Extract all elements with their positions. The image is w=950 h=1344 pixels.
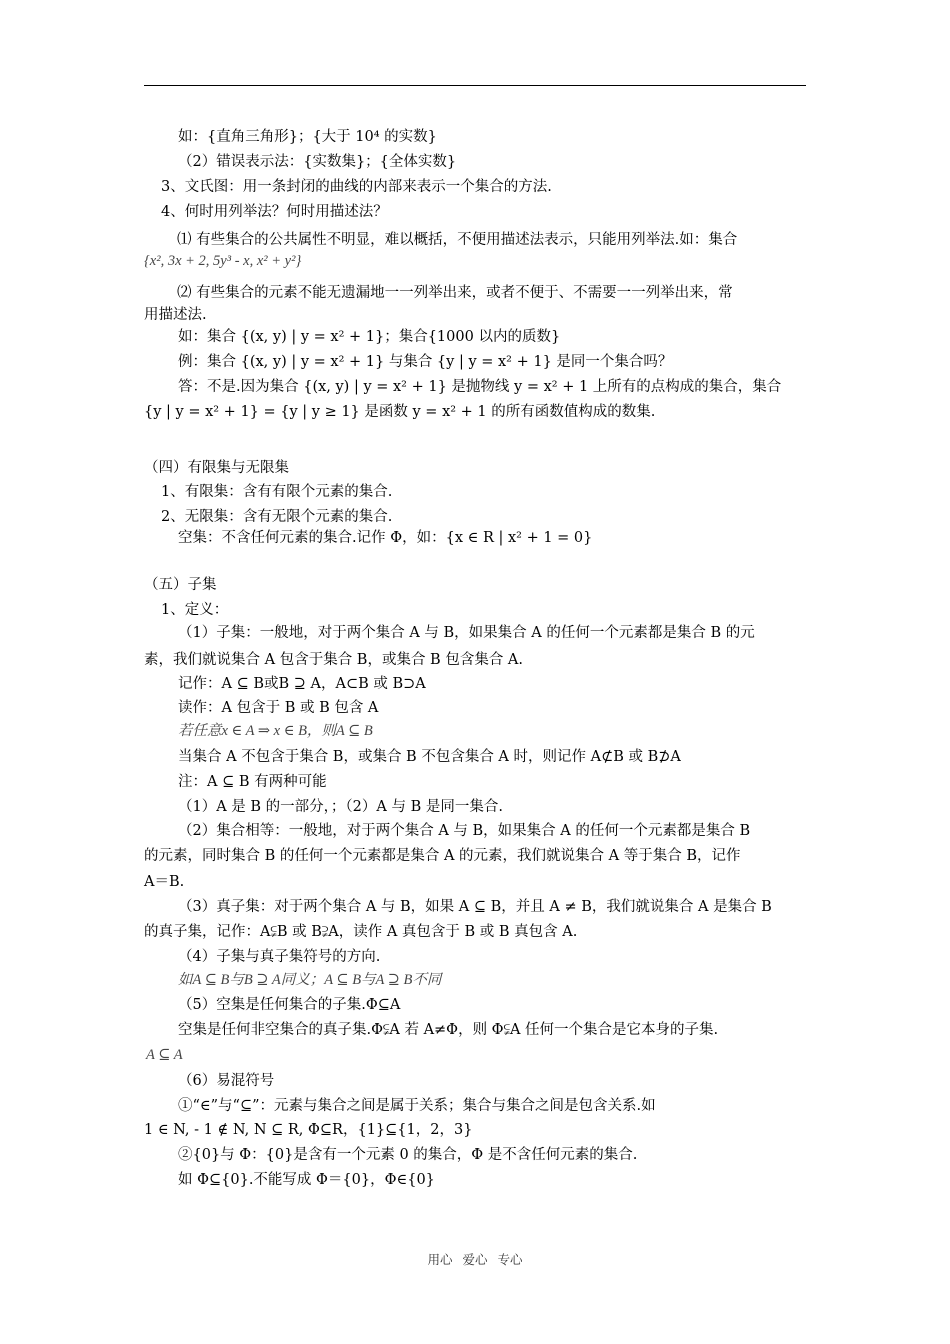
math-line-6: {x², 3x + 2, 5y³ - x, x² + y²} xyxy=(144,253,302,269)
text-line-41: 如 Φ⊆{0}.不能写成 Φ＝{0}，Φ∈{0} xyxy=(178,1172,435,1188)
text-line-1: 如：{直角三角形}；{大于 10⁴ 的实数} xyxy=(178,129,437,145)
text-line-16: 空集：不含任何元素的集合.记作 Φ，如：{x ∈ R | x² + 1 = 0} xyxy=(178,530,593,546)
text-line-3: 3、文氏图：用一条封闭的曲线的内部来表示一个集合的方法. xyxy=(161,179,552,195)
text-line-18: 1、定义： xyxy=(161,602,229,618)
text-line-37: （6）易混符号 xyxy=(178,1073,275,1089)
text-line-11: 答：不是.因为集合 {(x, y) | y = x² + 1} 是抛物线 y = x² + 1 上所有的点构成的集合，集合 xyxy=(178,379,782,395)
text-line-8: 用描述法. xyxy=(144,307,207,323)
header-rule xyxy=(144,85,806,86)
text-line-28: 的元素，同时集合 B 的任何一个元素都是集合 A 的元素，我们就说集合 A 等于集合 B，记作 xyxy=(144,848,741,864)
text-line-39: 1 ∈ N, - 1 ∉ N, N ⊆ R, Φ⊆R，{1}⊆{1，2，3} xyxy=(144,1122,473,1138)
text-line-26: （1）A 是 B 的一部分，；（2）A 与 B 是同一集合. xyxy=(178,799,503,815)
text-line-2: （2）错误表示法：{实数集}；{全体实数} xyxy=(178,154,457,170)
page-footer: 用心 爱心 专心 xyxy=(427,1252,523,1267)
text-line-22: 读作：A 包含于 B 或 B 包含 A xyxy=(178,700,379,716)
section-heading-subset: （五）子集 xyxy=(144,577,217,593)
text-line-12: {y | y = x² + 1} = {y | y ≥ 1} 是函数 y = x² + 1 的所有函数值构成的数集. xyxy=(144,404,656,420)
section-heading-finite-infinite: （四）有限集与无限集 xyxy=(144,460,289,476)
text-line-5: ⑴ 有些集合的公共属性不明显，难以概括，不便用描述法表示，只能用列举法.如：集合 xyxy=(177,232,738,248)
text-line-19: （1）子集：一般地，对于两个集合 A 与 B，如果集合 A 的任何一个元素都是集合 B 的元 xyxy=(178,625,755,641)
text-line-25: 注：A ⊆ B 有两种可能 xyxy=(178,774,327,790)
text-line-24: 当集合 A 不包含于集合 B，或集合 B 不包含集合 A 时，则记作 A⊄B 或 B⊅A xyxy=(178,749,681,765)
text-line-7: ⑵ 有些集合的元素不能无遗漏地一一列举出来，或者不便于、不需要一一列举出来，常 xyxy=(177,285,733,301)
text-line-21: 记作：A ⊆ B或B ⊇ A，A⊂B 或 B⊃A xyxy=(178,676,426,692)
text-line-38: ①“∈”与“⊆”：元素与集合之间是属于关系；集合与集合之间是包含关系.如 xyxy=(178,1098,656,1114)
text-line-29: A＝B. xyxy=(144,874,185,890)
text-line-14: 1、有限集：含有有限个元素的集合. xyxy=(161,484,393,500)
text-line-35: 空集是任何非空集合的真子集.Φ⫋A 若 A≠Φ，则 Φ⫋A 任何一个集合是它本身的子集. xyxy=(178,1022,719,1038)
text-line-31: 的真子集，记作：A⫋B 或 B⫌A，读作 A 真包含于 B 或 B 真包含 A. xyxy=(144,924,578,940)
math-line-33: 如A ⊆ B与B ⊇ A同义；A ⊆ B与A ⊇ B不同 xyxy=(178,972,442,988)
text-line-15: 2、无限集：含有无限个元素的集合. xyxy=(161,509,393,525)
text-line-9: 如：集合 {(x, y) | y = x² + 1}；集合{1000 以内的质数} xyxy=(178,329,561,345)
text-line-27: （2）集合相等：一般地，对于两个集合 A 与 B，如果集合 A 的任何一个元素都是集合 B xyxy=(178,823,751,839)
text-line-34: （5）空集是任何集合的子集.Φ⊆A xyxy=(178,997,401,1013)
text-line-30: （3）真子集：对于两个集合 A 与 B，如果 A ⊆ B，并且 A ≠ B，我们就说集合 A 是集合 B xyxy=(178,899,772,915)
text-line-32: （4）子集与真子集符号的方向. xyxy=(178,949,381,965)
math-line-23: 若任意x ∈ A ⇒ x ∈ B，则A ⊆ B xyxy=(178,723,373,739)
text-line-4: 4、何时用列举法？何时用描述法？ xyxy=(161,204,388,220)
text-line-40: ②{0}与 Φ：{0}是含有一个元素 0 的集合，Φ 是不含任何元素的集合. xyxy=(178,1147,638,1163)
math-line-36: A ⊆ A xyxy=(146,1047,183,1063)
text-line-10: 例：集合 {(x, y) | y = x² + 1} 与集合 {y | y = x² + 1} 是同一个集合吗？ xyxy=(178,354,673,370)
text-line-20: 素，我们就说集合 A 包含于集合 B，或集合 B 包含集合 A. xyxy=(144,652,524,668)
